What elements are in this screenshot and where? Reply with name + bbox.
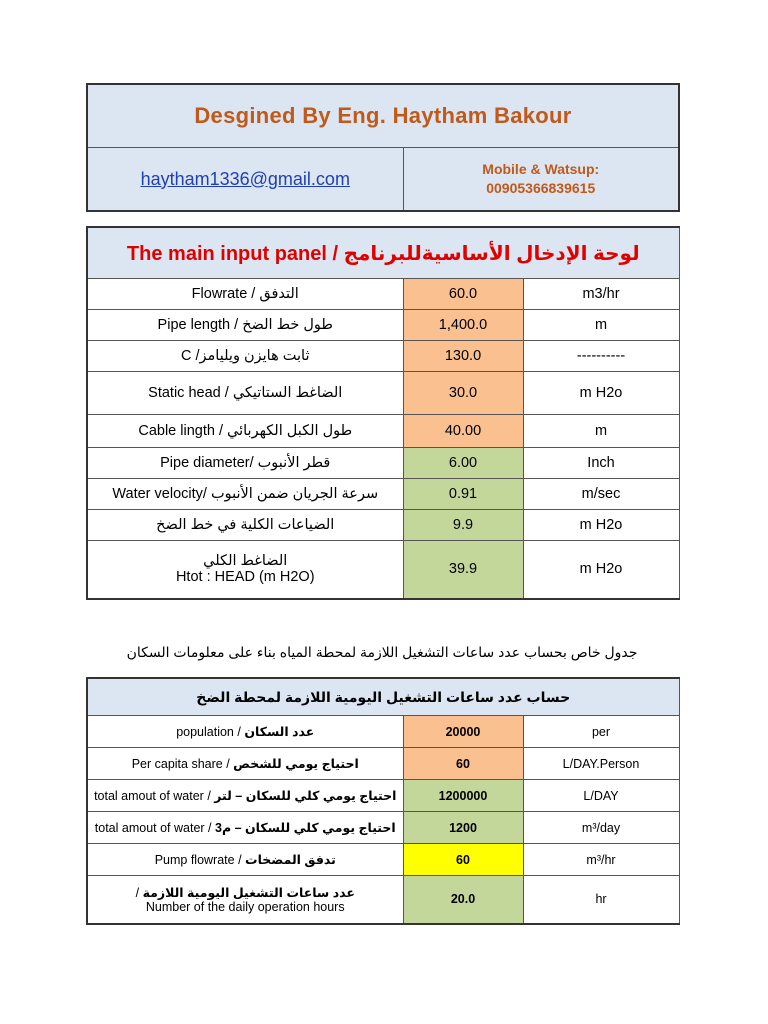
total-losses-result: 9.9	[403, 510, 523, 541]
table-row	[87, 812, 679, 844]
calc-table-title: حساب عدد ساعات التشغيل اليومية اللازمة لمحطة الضخ	[87, 678, 679, 716]
designer-title: Desgined By Eng. Haytham Bakour	[87, 84, 679, 148]
panel-title-separator: /	[326, 242, 344, 265]
table-row	[87, 372, 679, 415]
row-unit: m/sec	[523, 479, 679, 510]
table-row	[87, 510, 679, 541]
row-label-pipe-diameter: قطر الأنبوب /Pipe diameter	[87, 448, 403, 479]
static-head-input[interactable]: 30.0	[403, 372, 523, 415]
row-label-static-head: الضاغط الستاتيكي / Static head	[87, 372, 403, 415]
table-row	[87, 479, 679, 510]
row-unit: m H2o	[523, 541, 679, 599]
row-label-pump-flowrate: تدفق المضخات / Pump flowrate	[87, 844, 403, 876]
population-input[interactable]: 20000	[403, 716, 523, 748]
panel-title-arabic: لوحة الإدخال الأساسيةللبرنامج	[343, 242, 640, 265]
table-row	[87, 716, 679, 748]
total-water-liters-result: 1200000	[403, 780, 523, 812]
row-label-per-capita: احتياج يومي للشخص / Per capita share	[87, 748, 403, 780]
table-row	[87, 876, 679, 924]
row-unit: L/DAY.Person	[523, 748, 679, 780]
row-label-pipe-length: طول خط الضخ / Pipe length	[87, 310, 403, 341]
panel-title	[87, 227, 679, 279]
email-link[interactable]: haytham1336@gmail.com	[87, 148, 403, 212]
mobile-contact	[403, 148, 679, 212]
row-label-total-losses: الضياعات الكلية في خط الضخ	[87, 510, 403, 541]
flowrate-input[interactable]: 60.0	[403, 279, 523, 310]
designer-header	[86, 83, 680, 212]
row-label-cable-length: طول الكبل الكهربائي / Cable lingth	[87, 415, 403, 448]
pipe-length-input[interactable]: 1,400.0	[403, 310, 523, 341]
row-label-total-head	[87, 541, 403, 599]
pump-flowrate-linked: 60	[403, 844, 523, 876]
panel-title-english: The main input panel	[126, 242, 327, 265]
table-row	[87, 310, 679, 341]
row-label-total-water-m3: احتياج يومي كلي للسكان – م3 / total amout of water	[87, 812, 403, 844]
row-label-water-velocity: سرعة الجريان ضمن الأنبوب /Water velocity	[87, 479, 403, 510]
operation-hours-table	[86, 677, 680, 925]
row-label-hazen-c: ثابت هايزن ويليامز/ C	[87, 341, 403, 372]
hazen-c-input[interactable]: 130.0	[403, 341, 523, 372]
table-row	[87, 448, 679, 479]
table-row	[87, 415, 679, 448]
row-label-flowrate: التدفق / Flowrate	[87, 279, 403, 310]
row-unit: Inch	[523, 448, 679, 479]
row-unit: m³/hr	[523, 844, 679, 876]
mobile-number: 00905366839615	[486, 180, 596, 196]
per-capita-input[interactable]: 60	[403, 748, 523, 780]
row-label-total-water-liters: احتياج يومي كلي للسكان – لتر / total amout of water	[87, 780, 403, 812]
table-row	[87, 844, 679, 876]
row-label-population: عدد السكان / population	[87, 716, 403, 748]
row-label-operation-hours: عدد ساعات التشغيل اليومية اللازمة / Number of the daily operation hours	[87, 876, 403, 924]
row-unit: m	[523, 415, 679, 448]
main-input-panel	[86, 226, 680, 600]
total-water-m3-result: 1200	[403, 812, 523, 844]
total-head-label-arabic: الضاغط الكلي	[203, 553, 288, 570]
row-unit: m	[523, 310, 679, 341]
row-unit: ----------	[523, 341, 679, 372]
row-unit: m H2o	[523, 510, 679, 541]
table-row	[87, 279, 679, 310]
row-unit: hr	[523, 876, 679, 924]
table-row	[87, 541, 679, 599]
mobile-label: Mobile & Watsup:	[482, 161, 600, 177]
row-unit: m³/day	[523, 812, 679, 844]
pipe-diameter-result: 6.00	[403, 448, 523, 479]
total-head-label-english: Htot : HEAD (m H2O)	[175, 569, 315, 586]
table-row	[87, 748, 679, 780]
row-unit: L/DAY	[523, 780, 679, 812]
total-head-result: 39.9	[403, 541, 523, 599]
row-unit: per	[523, 716, 679, 748]
operation-hours-result: 20.0	[403, 876, 523, 924]
table-row	[87, 780, 679, 812]
operation-hours-caption: جدول خاص بحساب عدد ساعات التشغيل اللازمة لمحطة المياه بناء على معلومات السكان	[126, 644, 638, 660]
row-unit: m H2o	[523, 372, 679, 415]
cable-length-input[interactable]: 40.00	[403, 415, 523, 448]
table-row	[87, 341, 679, 372]
row-unit: m3/hr	[523, 279, 679, 310]
water-velocity-result: 0.91	[403, 479, 523, 510]
